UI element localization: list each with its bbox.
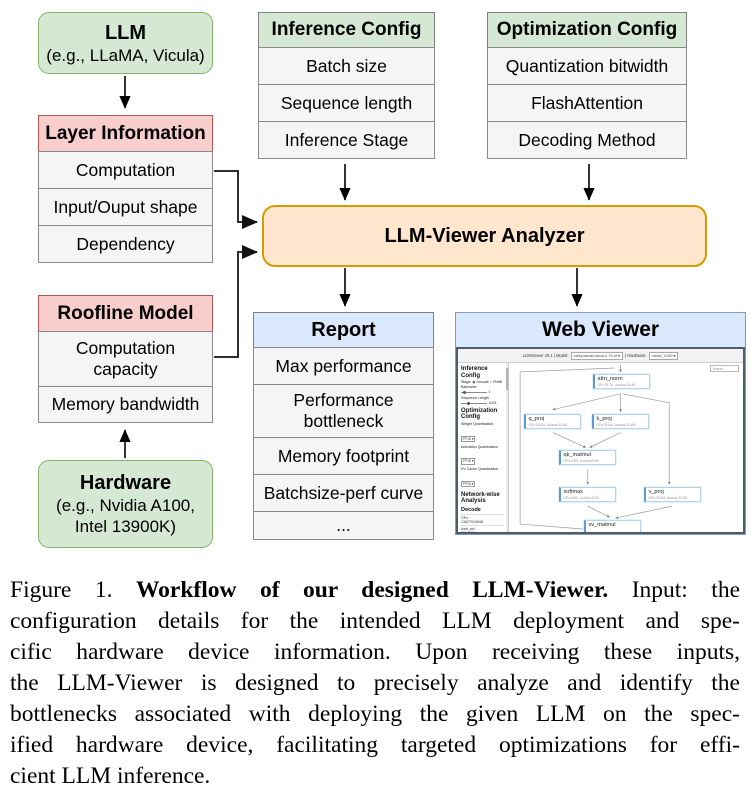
caption-line1-rest: Input: the (631, 577, 741, 603)
report-row-max-perf: Max performance (253, 347, 434, 385)
batchsize-slider (461, 390, 504, 395)
graph-search-input (710, 365, 739, 372)
seqlen-label: Sequence Length (461, 395, 490, 400)
graph-canvas (509, 363, 743, 532)
app-topbar (458, 349, 743, 363)
inference-config-header: Inference Config (258, 12, 435, 48)
connector-roofline-to-analyzer (214, 252, 257, 357)
optimization-row-flash: FlashAttention (487, 84, 687, 122)
optimization-config-table (487, 12, 687, 159)
report-row-ellipsis: ... (253, 511, 434, 540)
roofline-row-bandwidth: Memory bandwidth (38, 386, 213, 423)
kv-quant-dropdown: FP16 ▾ (463, 481, 474, 486)
node-k-proj: k_proj OPs:33.6M, Access:33.6M (592, 414, 649, 429)
caption-line-7: cient LLM inference. (10, 763, 211, 789)
web-viewer-panel (455, 312, 746, 535)
hardware-title: Hardware (79, 472, 172, 494)
layer-information-table (38, 115, 213, 263)
layer-info-row-computation: Computation (38, 151, 213, 189)
caption-line-2: configuration details for the intended LLM deployment and spe- (10, 608, 740, 634)
batchsize-value: 1 (488, 390, 491, 395)
sidebar-scrollbar (506, 363, 509, 532)
caption-line-3: cific hardware device information. Upon receiving these inputs, (10, 639, 740, 665)
web-viewer-header: Web Viewer (541, 318, 660, 341)
roofline-row-capacity: Computation capacity (38, 331, 213, 387)
caption-line-1 (10, 575, 740, 606)
app-sidebar (458, 363, 509, 532)
inference-row-batch-size: Batch size (258, 47, 435, 85)
analyzer-box: LLM-Viewer Analyzer (262, 205, 707, 267)
sidebar-decode-heading: Decode (461, 506, 481, 513)
hardware-subtitle-line1: (e.g., Nvidia A100, (56, 496, 195, 515)
batchsize-slider-track (461, 392, 487, 393)
inference-config-table (258, 12, 435, 159)
stat-load-act: load_act (461, 525, 504, 532)
seqlen-slider-knob (467, 402, 470, 405)
caption-bold-title: Workflow of our designed LLM-Viewer. (135, 577, 609, 603)
layer-information-header: Layer Information (38, 115, 213, 152)
report-row-batchsize-curve: Batchsize-perf curve (253, 474, 434, 512)
roofline-table (38, 295, 213, 423)
optimization-row-decoding: Decoding Method (487, 121, 687, 159)
report-table (253, 312, 434, 540)
sidebar-scrollbar-thumb (506, 368, 509, 390)
hardware-label: | Hardware: (624, 353, 647, 358)
stage-radio-decode: ◉ Decode (472, 380, 489, 384)
stat-ops: OPs 13627910848 (461, 514, 504, 525)
batchsize-slider-knob (463, 391, 466, 394)
report-row-bottleneck: Performance bottleneck (253, 384, 434, 438)
stage-radio-prefill: ○ Prefill (489, 380, 503, 384)
llm-subtitle: (e.g., LLaMA, Vicula) (46, 45, 205, 65)
app-body (458, 363, 743, 532)
sidebar-network-heading: Network-wise Analysis (461, 491, 500, 505)
seqlen-slider-track (461, 403, 487, 404)
batchsize-label: Batchsize (461, 384, 477, 389)
caption-line-6: ified hardware device, facilitating targeted optimizations for effi- (10, 732, 740, 758)
sidebar-inference-heading: Inference Config (461, 366, 488, 379)
node-softmax: softmax OPs:184K, Access:131K (559, 487, 616, 502)
kv-quant-label: KV Cache Quantization (461, 467, 499, 472)
inference-row-seq-length: Sequence length (258, 84, 435, 122)
optimization-config-header: Optimization Config (487, 12, 687, 48)
weight-quant-dropdown: FP16 ▾ (463, 436, 474, 441)
inference-row-stage: Inference Stage (258, 121, 435, 159)
act-quant-dropdown: FP16 ▾ (463, 459, 474, 464)
sidebar-optimization-heading: Optimization Config (461, 407, 498, 421)
figure-caption (0, 558, 750, 792)
report-row-memory: Memory footprint (253, 437, 434, 475)
node-attn-norm: attn_norm OPs:28.7K, Access:16.4K (593, 374, 650, 389)
web-viewer-screenshot (456, 347, 745, 534)
caption-line-5: bottlenecks associated with deploying the given LLM on the spec- (10, 701, 740, 727)
hardware-dropdown: nvidia_V100 ▾ (649, 352, 679, 360)
report-header: Report (253, 312, 434, 348)
connector-layerinfo-to-analyzer (214, 171, 257, 222)
hardware-subtitle-line2: Intel 13900K) (74, 517, 177, 536)
caption-figure-label: Figure 1. (10, 577, 113, 603)
llm-box (38, 12, 213, 74)
hardware-box (38, 460, 213, 548)
node-v-proj: v_proj OPs:33.6M, Access:33.6M (644, 487, 701, 502)
node-q-proj: q_proj OPs:33.6M, Access:33.6M (524, 414, 581, 429)
stage-label: Stage: (461, 380, 472, 384)
roofline-header: Roofline Model (38, 295, 213, 332)
caption-line-4: the LLM-Viewer is designed to precisely analyze and identify the (10, 670, 740, 696)
weight-quant-label: Weight Quantization: (461, 421, 495, 426)
llm-title: LLM (104, 21, 147, 44)
seqlen-slider (461, 401, 504, 406)
node-qk-matmul: qk_matmul OPs:8.4M, Access:8.5M (559, 450, 616, 465)
act-quant-label: Activation Quantization (461, 444, 498, 449)
node-sv-matmul: sv_matmul (584, 520, 641, 532)
seqlen-value: 1024 (488, 401, 497, 406)
model-dropdown: meta-llama/Llama-2-7b-hf ▾ (571, 352, 623, 360)
layer-info-row-io-shape: Input/Ouput shape (38, 188, 213, 226)
layer-info-row-dependency: Dependency (38, 225, 213, 263)
app-brand: LLMViewer v0.1 | Model: (522, 353, 569, 358)
optimization-row-quant: Quantization bitwidth (487, 47, 687, 85)
